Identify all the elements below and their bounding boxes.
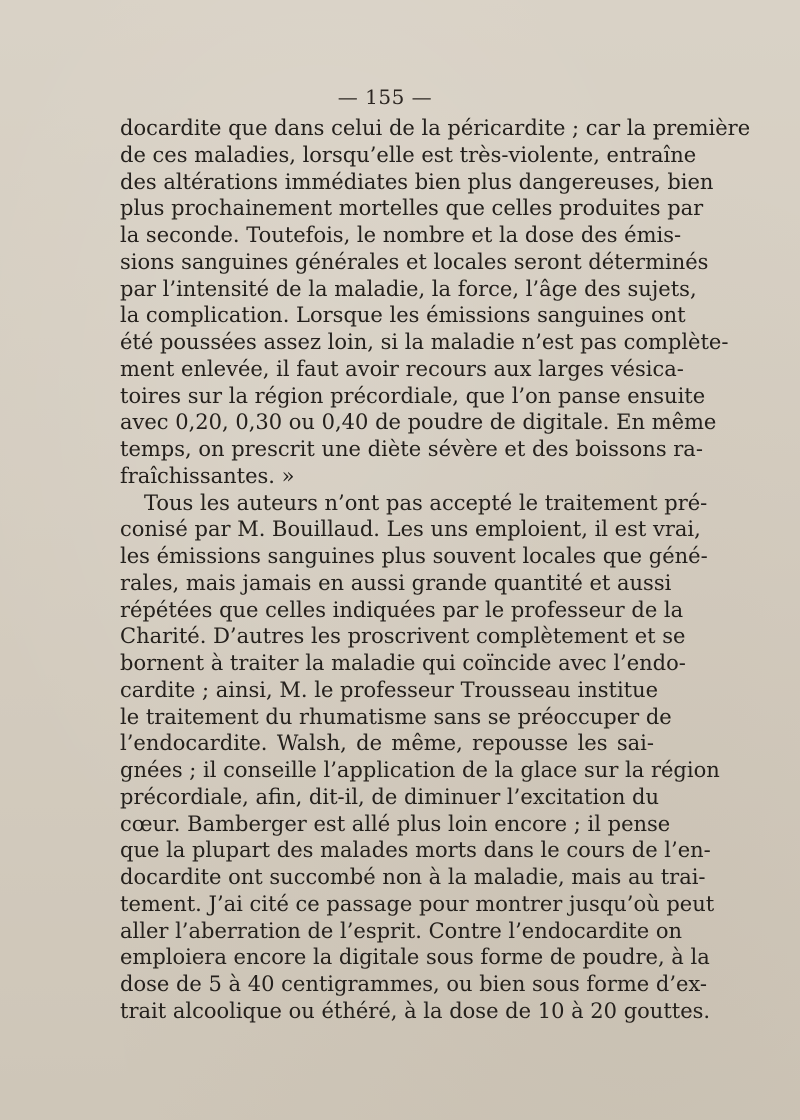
text-line: que la plupart des malades morts dans le cours de l’en- — [120, 838, 711, 863]
text-line: bornent à traiter la maladie qui coïncide avec l’endo- — [120, 651, 686, 675]
text-line: toires sur la région précordiale, que l’on panse ensuite — [120, 383, 706, 408]
text-line: des altérations immédiates bien plus dangereuses, bien — [120, 169, 714, 194]
text-line: été poussées assez loin, si la maladie n’est pas complète- — [120, 330, 729, 354]
text-line: aller l’aberration de l’esprit. Contre l’endocardite on — [120, 918, 683, 943]
paragraph-start-line: Tous les auteurs n’ont pas accepté le traitement pré- — [144, 490, 708, 515]
text-line: le traitement du rhumatisme sans se préoccuper de — [120, 704, 672, 729]
text-line: conisé par M. Bouillaud. Les uns emploient, il est vrai, — [120, 517, 701, 542]
text-line: tement. J’ai cité ce passage pour montrer jusqu’où peut — [120, 891, 715, 916]
text-line: les émissions sanguines plus souvent locales que géné- — [120, 544, 708, 568]
text-line: de ces maladies, lorsqu’elle est très-violente, entraîne — [120, 142, 697, 167]
body-text — [120, 115, 751, 1025]
text-line: l’endocardite. Walsh, de même, repousse les sai- — [120, 731, 654, 756]
text-line: précordiale, afin, dit-il, de diminuer l’excitation du — [120, 784, 659, 809]
text-line: plus prochainement mortelles que celles produites par — [120, 196, 704, 221]
text-line: docardite ont succombé non à la maladie, mais au trai- — [120, 865, 706, 889]
text-line: cœur. Bamberger est allé plus loin encore ; il pense — [120, 811, 671, 836]
text-line: répétées que celles indiquées par le professeur de la — [120, 597, 684, 622]
text-line: par l’intensité de la maladie, la force, l’âge des sujets, — [120, 276, 697, 301]
text-line: sions sanguines générales et locales seront déterminés — [120, 249, 709, 274]
text-line: avec 0,20, 0,30 ou 0,40 de poudre de digitale. En même — [120, 410, 717, 435]
text-line: dose de 5 à 40 centigrammes, ou bien sous forme d’ex- — [120, 972, 708, 996]
text-line: trait alcoolique ou éthéré, à la dose de 10 à 20 gouttes. — [120, 998, 711, 1023]
text-line: la seconde. Toutefois, le nombre et la dose des émis- — [120, 223, 682, 247]
text-line: temps, on prescrit une diète sévère et des boissons ra- — [120, 437, 703, 461]
text-line: cardite ; ainsi, M. le professeur Trousseau institue — [120, 677, 659, 702]
text-line: Charité. D’autres les proscrivent complètement et se — [120, 624, 686, 649]
text-line: gnées ; il conseille l’application de la glace sur la région — [120, 758, 720, 782]
paragraph-end-line: fraîchissantes. » — [120, 463, 295, 488]
text-line: emploiera encore la digitale sous forme de poudre, à la — [120, 945, 710, 970]
text-line: ment enlevée, il faut avoir recours aux larges vésica- — [120, 356, 684, 381]
text-line: rales, mais jamais en aussi grande quantité et aussi — [120, 570, 672, 595]
text-line: docardite que dans celui de la péricardite ; car la première — [120, 116, 751, 140]
text-line: la complication. Lorsque les émissions sanguines ont — [120, 303, 686, 328]
page-number: — 155 — — [337, 85, 433, 109]
